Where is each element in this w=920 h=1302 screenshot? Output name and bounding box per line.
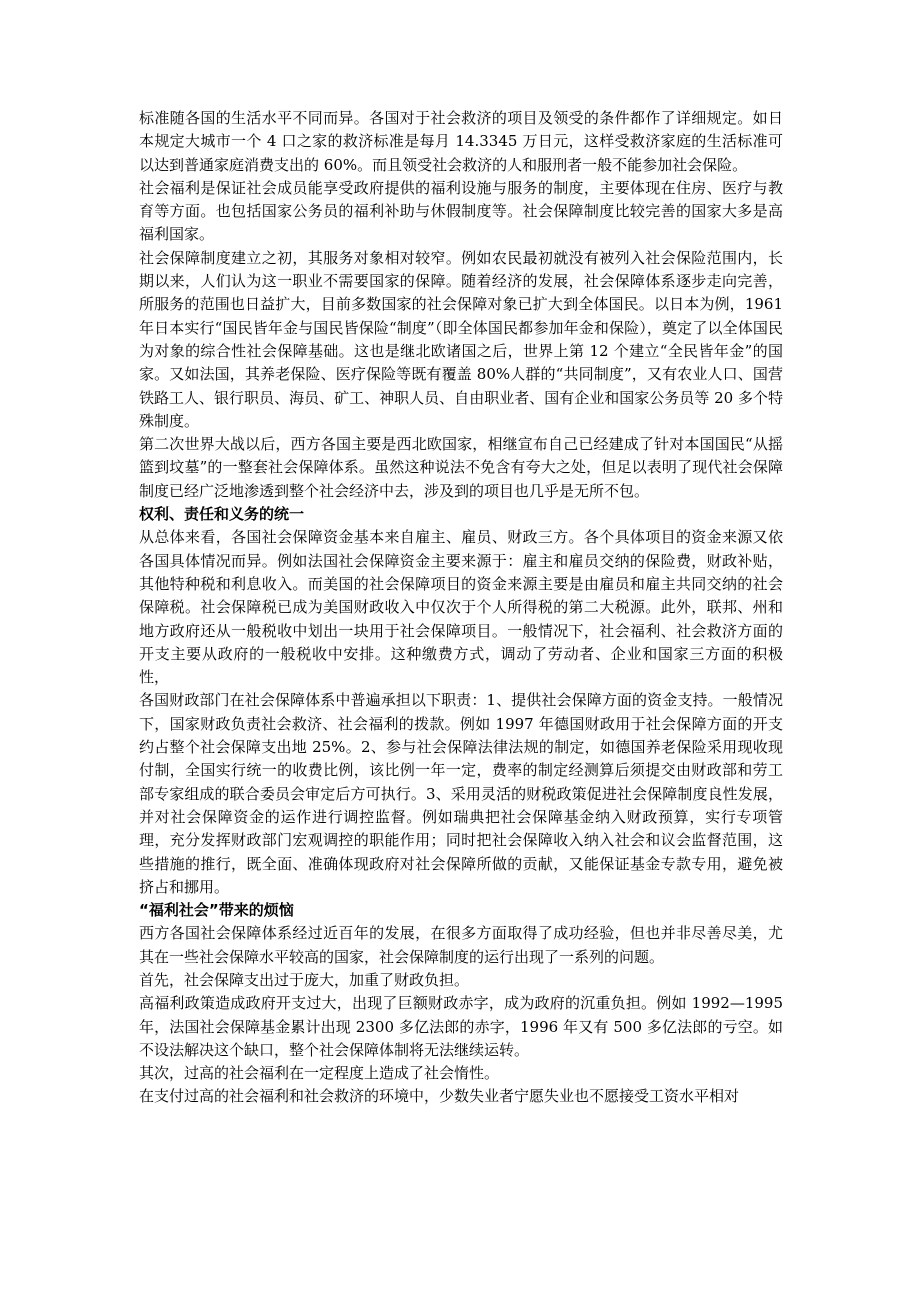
paragraph-unemployment: 在支付过高的社会福利和社会救济的环境中，少数失业者宁愿失业也不愿接受工资水平相对 (139, 1087, 740, 1106)
paragraph-social-relief-standard: 标准随各国的生活水平不同而异。各国对于社会救济的项目及领受的条件都作了详细规定。如日本规定大城市一个 4 口之家的救济标准是每月 14.3345 万日元，这样受救济家庭的生活标准可以达到普通家庭消费支出的 60%。而且领受社会救济的人和服刑者一般不能参加社会保险。 (139, 109, 783, 174)
paragraph-cradle-to-grave: 第二次世界大战以后，西方各国主要是西北欧国家，相继宣布自己已经建成了针对本国国民“从摇篮到坟墓”的一整套社会保障体系。虽然这种说法不免含有夸大之处，但足以表明了现代社会保障制度已经广泛地渗透到整个社会经济中去，涉及到的项目也几乎是无所不包。 (139, 435, 783, 500)
paragraph-first-point: 首先，社会保障支出过于庞大，加重了财政负担。 (139, 970, 470, 989)
section-heading-welfare-troubles: “福利社会”带来的烦恼 (139, 901, 294, 920)
paragraph-fiscal-deficit: 高福利政策造成政府开支过大，出现了巨额财政赤字，成为政府的沉重负担。例如 1992—1995 年，法国社会保障基金累计出现 2300 多亿法郎的赤字，1996 年又有 500 多亿法郎的亏空。如不设法解决这个缺口，整个社会保障体制将无法继续运转。 (139, 994, 783, 1059)
paragraph-social-welfare: 社会福利是保证社会成员能享受政府提供的福利设施与服务的制度，主要体现在住房、医疗与教育等方面。也包括国家公务员的福利补助与休假制度等。社会保障制度比较完善的国家大多是高福利国家。 (139, 178, 783, 244)
paragraph-finance-duties: 各国财政部门在社会保障体系中普遍承担以下职责：1、提供社会保障方面的资金支持。一般情况下，国家财政负责社会救济、社会福利的拨款。例如 1997 年德国财政用于社会保障方面的开支约占整个社会保障支出地 25%。2、参与社会保障法律法规的制定，如德国养老保险采用现收现付制，全国实行统一的收费比例，该比例一年一定，费率的制定经测算后须提交由财政部和劳工部专家组成的联合委员会审定后方可执行。3、采用灵活的财税政策促进社会保障制度良性发展，并对社会保障资金的运作进行调控监督。例如瑞典把社会保障基金纳入财政预算，实行专项管理，充分发挥财政部门宏观调控的职能作用；同时把社会保障收入纳入社会和议会监督范围，这些措施的推行，既全面、准确体现政府对社会保障所做的贡献，又能保证基金专款专用，避免被挤占和挪用。 (139, 691, 783, 896)
paragraph-coverage-expansion: 社会保障制度建立之初，其服务对象相对较窄。例如农民最初就没有被列入社会保险范围内，长期以来，人们认为这一职业不需要国家的保障。随着经济的发展，社会保障体系逐步走向完善，所服务的范围也日益扩大，目前多数国家的社会保障对象已扩大到全体国民。以日本为例，1961 年日本实行“国民皆年金与国民皆保险“制度”（即全体国民都参加年金和保险），奠定了以全体国民为对象的综合性社会保障基础。这也是继北欧诸国之后，世界上第 12 个建立“全民皆年金”的国家。又如法国，其养老保险、医疗保险等既有覆盖 80%人群的“共同制度”，又有农业人口、国营铁路工人、银行职员、海员、矿工、神职人员、自由职业者、国有企业和国家公务员等 20 多个特殊制度。 (139, 248, 783, 430)
section-heading-rights-duties: 权利、责任和义务的统一 (139, 505, 305, 524)
paragraph-funding-sources: 从总体来看，各国社会保障资金基本来自雇主、雇员、财政三方。各个具体项目的资金来源又依各国具体情况而异。例如法国社会保障资金主要来源于：雇主和雇员交纳的保险费，财政补贴，其他特种税和利息收入。而美国的社会保障项目的资金来源主要是由雇员和雇主共同交纳的社会保障税。社会保障税已成为美国财政收入中仅次于个人所得税的第二大税源。此外，联邦、州和地方政府还从一般税收中划出一块用于社会保障项目。一般情况下，社会福利、社会救济方面的开支主要从政府的一般税收中安排。这种缴费方式，调动了劳动者、企业和国家三方面的积极性， (139, 528, 783, 687)
paragraph-second-point: 其次，过高的社会福利在一定程度上造成了社会惰性。 (139, 1064, 500, 1083)
paragraph-problems-intro: 西方各国社会保障体系经过近百年的发展，在很多方面取得了成功经验，但也并非尽善尽美，尤其在一些社会保障水平较高的国家，社会保障制度的运行出现了一系列的问题。 (139, 924, 783, 966)
